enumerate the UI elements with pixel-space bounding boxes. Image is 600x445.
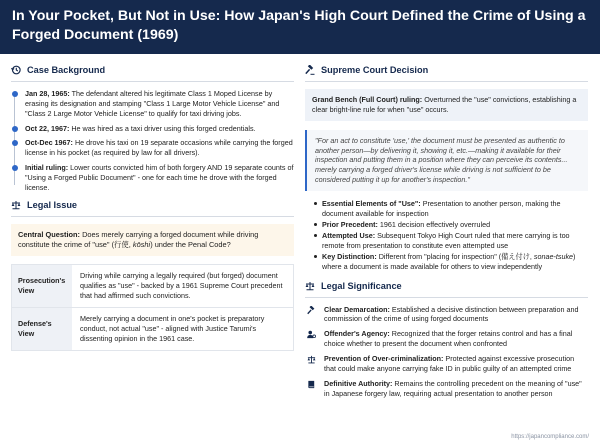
case-background-title: Case Background [27,65,106,75]
timeline-text: He was hired as a taxi driver using this forged credentials. [71,123,256,133]
significance-label: Offender's Agency: [324,329,390,339]
point-text: 1961 decision effectively overruled [379,220,491,230]
significance-label: Prevention of Over-criminalization: [324,354,444,364]
view-text: Driving while carrying a legally required (but forged) document qualifies as "use" - backed by a 1961 Supreme Court precedent that had affirmed such convictions. [80,271,283,301]
ruling-text: Overturned the "use" convictions, establishing a clear bright-line rule for when "use" occurs. [312,94,577,114]
significance-text: Protected against excessive prosecution that could make anyone carrying fake ID in public guilty of an attempted crime [324,354,575,374]
views-table [11,264,294,351]
timeline-date: Oct-Dec 1967: [25,138,73,148]
central-question [11,224,294,256]
central-question-end: ) under the Penal Code? [150,240,231,250]
timeline-dot [12,140,18,146]
legal-issue-title: Legal Issue [27,200,78,211]
case-background-heading [11,64,294,82]
timeline-date: Jan 28, 1965: [25,88,70,98]
view-label: Prosecution's View [12,265,72,307]
timeline-item [25,138,294,158]
central-question-text: Does merely carrying a forged document while driving constitute the crime of "use" (行使, [18,229,259,250]
point-label: Prior Precedent: [322,220,378,230]
gavel-icon [307,306,316,315]
scale-icon [305,281,315,291]
balance-icon [307,355,316,364]
view-row [12,308,293,350]
central-question-label: Central Question: [18,229,81,239]
decision-point [314,252,588,272]
legal-issue-heading [11,199,294,217]
significance-text: Remains the controlling precedent on the meaning of "use" in Japanese forgery law, requiring actual presentation to another person [324,379,582,399]
timeline-text: Lower courts convicted him of both forgery AND 19 separate counts of "Using a Forged Public Document" - one for each time he drove with the forged license. [25,163,294,193]
decision-point [314,220,588,230]
right-column [305,64,588,404]
point-label: Key Distinction: [322,251,377,261]
timeline-item [25,124,294,134]
point-text: Subsequent Tokyo High Court ruled that mere carrying is too remote from presentation to constitute even attempted use [322,231,570,250]
user-gear-icon [307,330,316,339]
point-text: Presentation to another person, making the document available for inspection [322,199,561,219]
central-question-term: kōshi [132,240,151,250]
ruling-box [305,89,588,121]
significance-label: Definitive Authority: [324,379,393,389]
point-label: Attempted Use: [322,231,376,241]
supreme-court-title: Supreme Court Decision [321,65,429,75]
timeline-dot [12,91,18,97]
decision-point [314,199,588,219]
significance-item [305,329,588,349]
book-icon [307,380,316,389]
view-row [12,265,293,308]
timeline-date: Initial ruling: [25,163,69,173]
timeline-text: He drove his taxi on 19 separate occasions while carrying the forged license in his pocket (as required by law for all drivers). [25,138,293,158]
view-text: Merely carrying a document in one's pocket is preparatory conduct, not actual "use" - aligned with Justice Tarumi's dissenting opinion in the 1961 case. [80,314,265,343]
point-term: sonae-tsuke [533,251,574,261]
timeline-dot [12,126,18,132]
significance-item [305,305,588,325]
significance-label: Clear Demarcation: [324,304,390,314]
ruling-label: Grand Bench (Full Court) ruling: [312,94,423,104]
supreme-court-heading [305,64,588,82]
significance-text: Recognized that the forger retains control and has a final choice whether to present the document when confronted [324,329,573,349]
legal-significance-title: Legal Significance [321,280,402,291]
scale-icon [11,200,21,210]
decision-points [305,199,588,272]
timeline-item [25,163,294,193]
timeline-text: The defendant altered his legitimate Class 1 Moped License by erasing its designation and stamping "Class 1 Large Motor Vehicle License" and "Class 2 Large Motor Vehicle License" to qualify for taxi driving jobs. [25,88,280,118]
point-label: Essential Elements of "Use": [322,199,421,209]
view-label: Defense's View [12,308,72,350]
gavel-icon [305,65,315,75]
page-title: In Your Pocket, But Not in Use: How Japan's High Court Defined the Crime of Using a Forged Document (1969) [12,8,586,44]
court-quote: "For an act to constitute 'use,' the document must be presented as authentic to another person—by delivering it, showing it, etc.—making it available for their inspection and putting them in a position where they can perceive its contents... merely carrying a forged driver's license while driving is not sufficient to be considered putting it up for another's inspection." [305,130,588,192]
decision-point [314,231,588,251]
history-icon [11,65,21,75]
point-text: Different from "placing for inspection" (備え付け, [378,251,534,261]
page-header [0,0,600,54]
timeline-item [25,89,294,119]
footer-url: https://japancompliance.com/ [511,433,589,440]
significance-item [305,354,588,374]
timeline-dot [12,165,18,171]
timeline-date: Oct 22, 1967: [25,123,70,133]
point-text-end: ) where a document is made available for others to view independently [322,251,576,271]
legal-significance-heading [305,280,588,298]
timeline [11,89,294,193]
left-column [11,64,294,404]
significance-text: Established a decisive distinction between preparation and commission of the crime of using forged documents [324,304,579,324]
significance-item [305,379,588,399]
